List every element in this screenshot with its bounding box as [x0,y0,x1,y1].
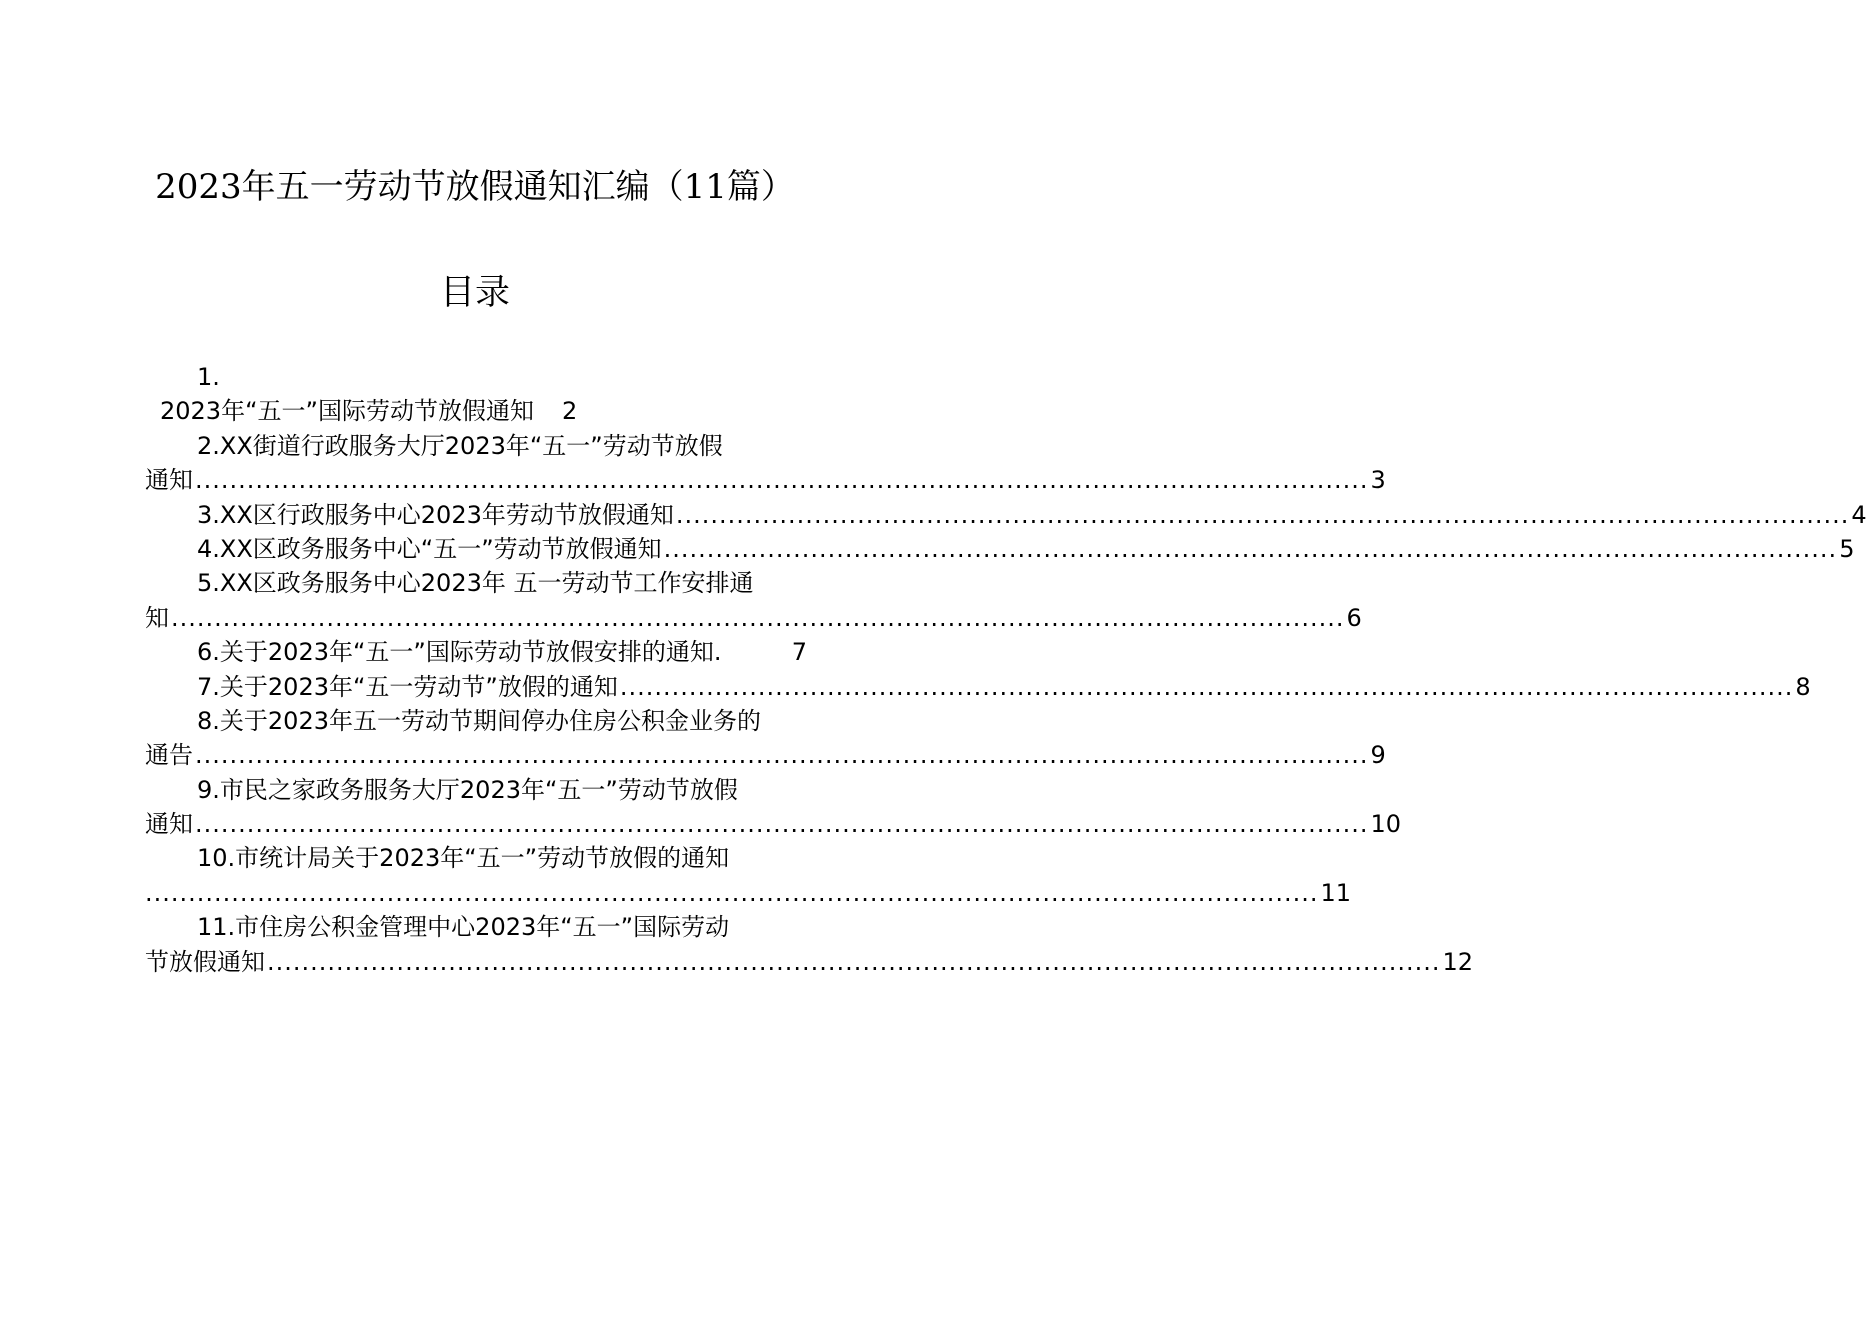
toc-leader-dots: ........................................................................................................................................ [675,500,1850,529]
toc-entry-number: 8. [197,706,220,735]
toc-entry-number: 11. [197,913,236,942]
toc-entry-title: XX区政务服务中心2023年 五一劳动节工作安排通 [219,569,754,598]
toc-entry-number: 5. [197,569,220,598]
toc-leader-dots: ........................................................................................................................................ [619,672,1794,701]
toc-entry-title: 市民之家政务服务大厅2023年“五一”劳动节放假 [219,775,738,804]
toc-entry-page: 4 [1851,500,1867,529]
toc-entry-title-continued: 通知 [145,810,193,839]
toc-entry-number: 7. [197,672,220,701]
toc-entry-title: XX区政务服务中心“五一”劳动节放假通知 [219,534,662,563]
table-of-contents [145,360,1867,979]
toc-entry-number: 9. [197,775,220,804]
toc-entry-title: 关于2023年“五一”国际劳动节放假安排的通知 [219,638,714,667]
toc-entry-number: 6. [197,638,220,667]
toc-entry-title: XX街道行政服务大厅2023年“五一”劳动节放假 [219,431,723,460]
toc-entry[interactable] [145,429,1386,498]
toc-entry-page: 12 [1442,947,1474,976]
toc-entry[interactable] [145,704,1386,773]
toc-entry-page: 6 [1346,603,1362,632]
toc-entry-title: 关于2023年“五一劳动节”放假的通知 [219,672,618,701]
toc-leader-dots: ........................................................................................................................................ [171,603,1345,632]
toc-entry[interactable] [145,841,1352,910]
toc-entry[interactable] [145,566,1362,635]
toc-heading: 目录 [439,273,510,313]
toc-entry-page: 7 [791,638,807,667]
toc-leader-dots: ........................................................................................................................................ [663,534,1838,563]
toc-entry-title: 市统计局关于2023年“五一”劳动节放假的通知 [235,844,730,873]
toc-leader-dots: ........................................................................................................................................ [195,741,1369,770]
toc-entry-title: 市住房公积金管理中心2023年“五一”国际劳动 [235,913,730,942]
toc-entry-number: 4. [197,534,220,563]
document-title: 2023年五一劳动节放假通知汇编（11篇） [155,167,795,207]
toc-leader-dots: ........................................................................................................................................ [195,466,1369,495]
toc-leader-dots: ........................................................................................................................................ [145,878,1319,907]
toc-entry-title: 2023年“五一”国际劳动节放假通知 [160,397,534,426]
toc-entry-page: 5 [1839,534,1855,563]
toc-entry[interactable] [145,532,1855,566]
toc-entry-number: 3. [197,500,220,529]
toc-entry[interactable] [145,670,1811,704]
toc-entry[interactable] [145,635,807,669]
toc-entry-page: 2 [561,397,578,426]
toc-entry-title-continued: 通知 [145,466,193,495]
toc-entry-page: 11 [1320,878,1352,907]
toc-entry-page: 3 [1370,466,1386,495]
toc-entry[interactable] [145,910,1474,979]
toc-entry-page: 8 [1795,672,1811,701]
toc-entry-page: 9 [1370,741,1386,770]
toc-leader-dots: ........................................................................................................................................ [195,810,1369,839]
toc-entry-title-continued: 节放假通知 [145,947,265,976]
toc-entry-title: XX区行政服务中心2023年劳动节放假通知 [219,500,674,529]
toc-leader-dots: ........................................................................................................................................ [267,947,1441,976]
toc-entry-number: 1. [197,363,220,391]
toc-entry-title-continued: 知 [145,603,169,632]
toc-entry-page: 10 [1370,810,1402,839]
toc-entry-number: 2. [197,431,220,460]
toc-entry-number: 10. [197,844,236,873]
toc-leader-dots: . [713,638,723,667]
toc-entry[interactable] [145,773,1402,842]
toc-entry-title-continued: 通告 [145,741,193,770]
toc-entry-title: 关于2023年五一劳动节期间停办住房公积金业务的 [219,706,761,735]
toc-entry[interactable] [145,498,1867,532]
toc-entry[interactable] [145,360,807,429]
